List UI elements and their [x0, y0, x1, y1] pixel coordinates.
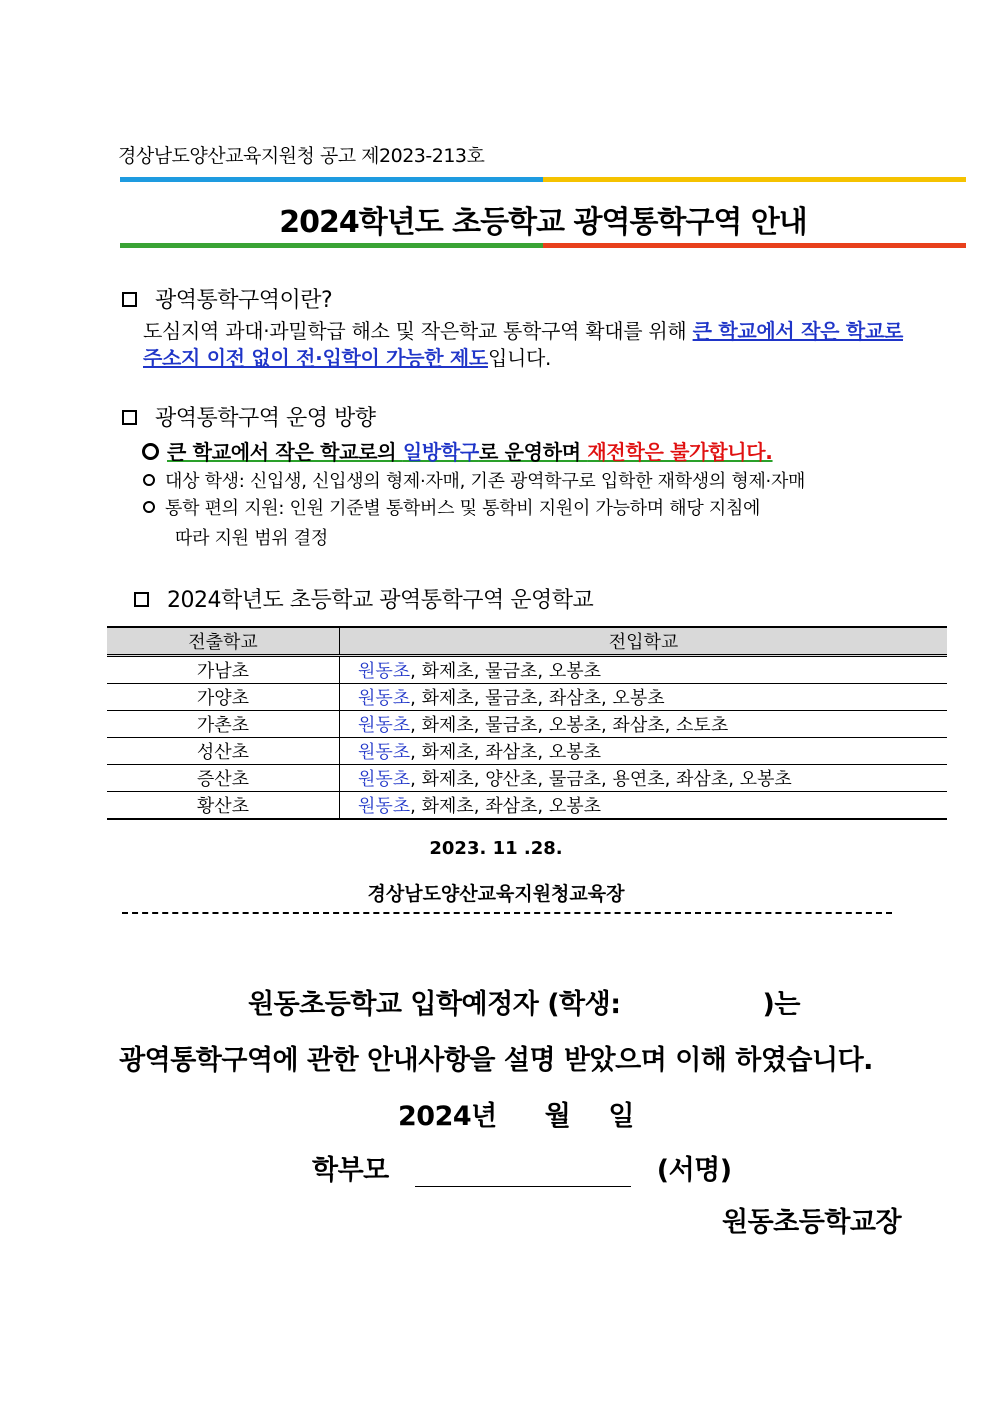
section1-heading-text: 광역통학구역이란? — [155, 288, 333, 313]
first-school: 원동초 — [358, 661, 411, 682]
other-schools: , 화제초, 물금초, 오봉초, 좌삼초, 소토초 — [410, 715, 729, 736]
form-line2: 광역통학구역에 관한 안내사항을 설명 받았으며 이해 하였습니다. — [119, 1045, 873, 1076]
bullet-target-text: 대상 학생: 신입생, 신입생의 형제·자매, 기존 광역학구로 입학한 재학생의 형제·자매 — [165, 471, 806, 492]
school-table — [107, 626, 947, 820]
other-schools: , 화제초, 양산초, 물금초, 용연초, 좌삼초, 오봉초 — [410, 769, 792, 790]
column-header-from: 전출학교 — [107, 627, 340, 656]
form-line1 — [248, 982, 800, 1021]
notice-date: 2023. 11 .28. — [429, 838, 563, 859]
section2-heading — [122, 401, 376, 432]
checkbox-square-icon — [122, 410, 137, 425]
sign-label: (서명) — [656, 1155, 732, 1186]
other-schools: , 화제초, 물금초, 좌삼초, 오봉초 — [410, 688, 665, 709]
table-row — [107, 765, 947, 792]
parent-sign-line — [312, 1148, 732, 1187]
table-row — [107, 738, 947, 765]
from-school-cell: 가촌초 — [107, 711, 340, 738]
first-school: 원동초 — [358, 742, 411, 763]
main-bullet-part2: 로 운영하며 — [478, 440, 588, 464]
title-bar-top-right — [543, 177, 966, 182]
section1-text-plain: 도심지역 과대·과밀학급 해소 및 작은학교 통학구역 확대를 위해 — [143, 319, 693, 343]
to-schools-cell — [340, 684, 948, 711]
bullet-support-line1: 통학 편의 지원: 인원 기준별 통학버스 및 통학비 지원이 가능하며 해당 지침에 — [165, 498, 761, 519]
form-date-line — [398, 1094, 634, 1133]
table-row — [107, 792, 947, 820]
form-line1-end: )는 — [762, 989, 800, 1020]
circle-bullet-icon — [142, 443, 159, 460]
section2-bullet-support — [143, 494, 903, 550]
other-schools: , 화제초, 물금초, 오봉초 — [410, 661, 601, 682]
form-day: 일 — [608, 1101, 634, 1132]
to-schools-cell — [340, 656, 948, 684]
other-schools: , 화제초, 좌삼초, 오봉초 — [410, 796, 601, 817]
form-month: 월 — [544, 1101, 571, 1132]
signature-field[interactable] — [415, 1158, 631, 1187]
page-title: 2024학년도 초등학교 광역통학구역 안내 — [279, 205, 807, 240]
section1-heading — [122, 283, 332, 314]
notice-number: 경상남도양산교육지원청 공고 제2023-213호 — [118, 145, 485, 167]
section2-heading-text: 광역통학구역 운영 방향 — [155, 406, 376, 431]
first-school: 원동초 — [358, 688, 411, 709]
from-school-cell: 황산초 — [107, 792, 340, 820]
table-row — [107, 656, 947, 684]
table-header-row — [107, 627, 947, 656]
bullet-support-line2: 따라 지원 범위 결정 — [175, 528, 328, 549]
section1-text — [143, 318, 903, 372]
title-bar-bottom-left — [120, 243, 543, 248]
to-schools-cell — [340, 765, 948, 792]
section1-text-end: 입니다. — [487, 346, 552, 370]
from-school-cell: 가양초 — [107, 684, 340, 711]
first-school: 원동초 — [358, 715, 411, 736]
circle-bullet-icon — [143, 474, 155, 486]
title-bar-bottom-right — [543, 243, 966, 248]
from-school-cell: 가남초 — [107, 656, 340, 684]
main-bullet-red: 재전학은 불가합니다. — [587, 440, 773, 464]
section2-main-bullet — [142, 436, 773, 465]
section1-text-highlight: 큰 학교에서 작은 학교로 주소지 이전 없이 전·입학이 가능한 제도 — [143, 319, 903, 370]
to-schools-cell — [340, 711, 948, 738]
checkbox-square-icon — [134, 592, 149, 607]
cut-line-divider — [122, 912, 892, 914]
circle-bullet-icon — [143, 501, 155, 513]
title-bar-top-left — [120, 177, 543, 182]
form-line1-start: 원동초등학교 입학예정자 (학생: — [248, 989, 621, 1020]
table-row — [107, 684, 947, 711]
from-school-cell: 성산초 — [107, 738, 340, 765]
checkbox-square-icon — [122, 292, 137, 307]
table-row — [107, 711, 947, 738]
form-year: 2024년 — [398, 1101, 497, 1132]
from-school-cell: 증산초 — [107, 765, 340, 792]
first-school: 원동초 — [358, 769, 411, 790]
column-header-to: 전입학교 — [340, 627, 948, 656]
first-school: 원동초 — [358, 796, 411, 817]
parent-label: 학부모 — [312, 1155, 389, 1186]
section2-bullet-target — [143, 467, 805, 493]
to-schools-cell — [340, 792, 948, 820]
section3-heading — [134, 583, 593, 614]
main-bullet-part1: 큰 학교에서 작은 학교로의 — [167, 440, 403, 464]
section3-heading-text: 2024학년도 초등학교 광역통학구역 운영학교 — [167, 588, 594, 613]
main-bullet-blue: 일방학구 — [402, 440, 479, 464]
issuer-name: 경상남도양산교육지원청교육장 — [367, 883, 625, 905]
other-schools: , 화제초, 좌삼초, 오봉초 — [410, 742, 601, 763]
to-schools-cell — [340, 738, 948, 765]
principal-name: 원동초등학교장 — [722, 1207, 902, 1238]
